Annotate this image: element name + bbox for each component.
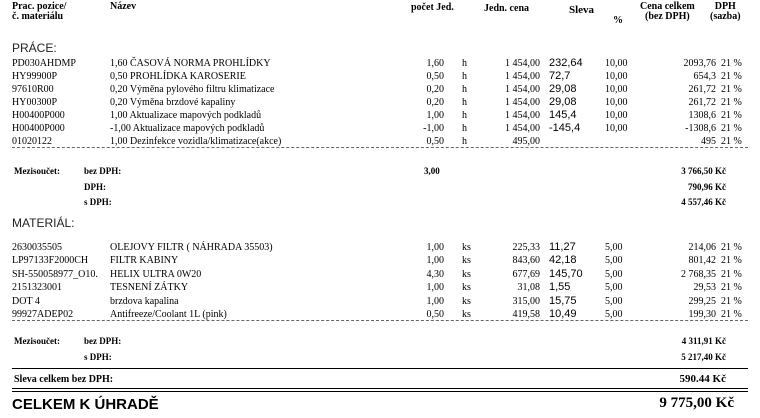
cell-code: 97610R00 <box>12 84 54 95</box>
row-divider <box>12 147 748 148</box>
cell-discount: 145,4 <box>549 109 577 121</box>
labor-subtotal-label: Mezisoučet: <box>14 166 60 176</box>
cell-total: 199,30 <box>688 309 716 320</box>
cell-discount: 1,55 <box>549 281 571 294</box>
cell-unit: h <box>462 84 467 95</box>
cell-pct: 10,00 <box>605 71 628 82</box>
grand-total <box>659 395 734 412</box>
cell-unit: h <box>462 136 467 147</box>
labor-vat-label: DPH: <box>84 182 106 192</box>
currency: Kč <box>715 352 726 362</box>
header-qty: počet Jed. <box>411 2 454 13</box>
material-with-vat <box>681 352 726 362</box>
cell-code: 2630035505 <box>12 242 62 253</box>
cell-pct: 5,00 <box>605 282 623 294</box>
cell-discount: 145,70 <box>549 267 583 280</box>
cell-pct: 5,00 <box>605 255 623 267</box>
header-vat-line2: (sazba) <box>710 11 741 22</box>
labor-without-vat-label: bez DPH: <box>84 166 122 176</box>
section-title-labor: PRÁCE: <box>12 41 57 55</box>
cell-qty: 1,00 <box>426 255 444 267</box>
cell-total: 261,72 <box>688 84 716 95</box>
currency: Kč <box>715 166 726 176</box>
header-vat-line1: DPH <box>714 1 736 12</box>
labor-with-vat <box>681 197 726 207</box>
labor-with-vat-label: s DPH: <box>84 197 112 207</box>
cell-unit: h <box>462 110 467 121</box>
cell-price: 31,08 <box>517 282 540 294</box>
discount-total-label: Sleva celkem bez DPH: <box>14 374 114 385</box>
cell-vat: 21 % <box>721 282 742 294</box>
cell-discount: 42,18 <box>549 254 577 267</box>
cell-qty: 0,50 <box>426 309 444 320</box>
cell-total: 801,42 <box>688 255 716 267</box>
cell-code: 99927ADEP02 <box>12 309 74 320</box>
cell-code: H00400P000 <box>12 123 65 134</box>
cell-unit: ks <box>462 242 471 253</box>
table-row <box>0 254 760 267</box>
currency: Kč <box>712 373 726 385</box>
labor-without-vat-value: 3 766,50 <box>681 166 713 176</box>
cell-price: 1 454,00 <box>505 71 540 82</box>
cell-pct: 10,00 <box>605 97 628 108</box>
cell-vat: 21 % <box>721 110 742 121</box>
labor-with-vat-value: 4 557,46 <box>681 197 713 207</box>
row-divider <box>12 320 748 321</box>
cell-total: -1308,6 <box>685 123 716 134</box>
cell-pct: 10,00 <box>605 58 628 69</box>
currency: Kč <box>715 182 726 192</box>
cell-code: DOT 4 <box>12 295 40 307</box>
cell-pct: 5,00 <box>605 242 623 253</box>
cell-code: SH-550058977_O10. <box>12 268 98 280</box>
cell-name: 1,00 Aktualizace mapových podkladů <box>110 110 262 121</box>
cell-code: 2151323001 <box>12 282 62 294</box>
cell-total: 2093,76 <box>683 58 716 69</box>
table-row <box>0 295 760 308</box>
cell-total: 654,3 <box>693 71 716 82</box>
material-without-vat <box>682 336 726 346</box>
cell-code: LP97133F2000CH <box>12 255 89 267</box>
cell-unit: ks <box>462 282 471 294</box>
cell-code: H00400P000 <box>12 110 65 121</box>
cell-pct: 5,00 <box>605 309 623 320</box>
cell-qty: 0,50 <box>426 136 444 147</box>
header-code-line1: Prac. pozice/ <box>12 1 67 12</box>
cell-price: 677,69 <box>512 268 540 280</box>
cell-qty: 1,00 <box>426 282 444 294</box>
discount-total <box>680 373 726 385</box>
cell-vat: 21 % <box>721 268 742 280</box>
header-code <box>12 2 66 22</box>
table-row <box>0 281 760 294</box>
cell-unit: h <box>462 58 467 69</box>
cell-code: PD030AHDMP <box>12 58 76 69</box>
cell-discount: 10,49 <box>549 308 577 320</box>
cell-price: 1 454,00 <box>505 97 540 108</box>
cell-price: 315,00 <box>512 295 540 307</box>
cell-total: 214,06 <box>688 242 716 253</box>
cell-total: 261,72 <box>688 97 716 108</box>
header-discount: Sleva <box>569 4 595 16</box>
cell-vat: 21 % <box>721 123 742 134</box>
material-with-vat-value: 5 217,40 <box>681 352 713 362</box>
cell-vat: 21 % <box>721 84 742 95</box>
cell-name: OLEJOVY FILTR ( NÁHRADA 35503) <box>110 242 273 253</box>
cell-unit: h <box>462 123 467 134</box>
cell-qty: 0,50 <box>426 71 444 82</box>
cell-price: 843,60 <box>512 255 540 267</box>
header-percent: % <box>613 15 623 26</box>
cell-vat: 21 % <box>721 255 742 267</box>
cell-vat: 21 % <box>721 309 742 320</box>
cell-name: -1,00 Aktualizace mapových podkladů <box>110 123 265 134</box>
table-row <box>0 122 760 135</box>
cell-unit: h <box>462 97 467 108</box>
cell-pct: 10,00 <box>605 123 628 134</box>
cell-pct: 5,00 <box>605 268 623 280</box>
grand-total-label: CELKEM K ÚHRADĚ <box>12 396 159 413</box>
cell-discount: 72,7 <box>549 70 571 82</box>
cell-discount: 15,75 <box>549 294 577 307</box>
cell-vat: 21 % <box>721 71 742 82</box>
cell-name: FILTR KABINY <box>110 255 179 267</box>
table-row <box>0 109 760 122</box>
grand-total-value: 9 775,00 <box>659 395 712 411</box>
cell-qty: 0,20 <box>426 84 444 95</box>
cell-vat: 21 % <box>721 136 742 147</box>
cell-total: 2 768,35 <box>681 268 716 280</box>
cell-name: Antifreeze/Coolant 1L (pink) <box>110 309 227 320</box>
cell-pct: 10,00 <box>605 84 628 95</box>
cell-unit: ks <box>462 309 471 320</box>
cell-price: 1 454,00 <box>505 58 540 69</box>
cell-qty: 1,00 <box>426 242 444 253</box>
material-without-vat-label: bez DPH: <box>84 336 122 346</box>
section-title-material: MATERIÁL: <box>12 216 75 230</box>
cell-qty: 1,00 <box>426 110 444 121</box>
cell-discount: 29,08 <box>549 96 577 108</box>
cell-total: 299,25 <box>688 295 716 307</box>
header-vat <box>710 2 741 22</box>
cell-name: TESNENÍ ZÁTKY <box>110 282 189 294</box>
labor-vat-value: 790,96 <box>688 182 713 192</box>
cell-name: brzdova kapalina <box>110 295 179 307</box>
cell-qty: 0,20 <box>426 97 444 108</box>
cell-price: 225,33 <box>512 242 540 253</box>
header-total <box>640 2 695 22</box>
material-without-vat-value: 4 311,91 <box>681 336 713 346</box>
cell-discount: 29,08 <box>549 83 577 95</box>
cell-pct: 10,00 <box>605 110 628 121</box>
cell-unit: ks <box>462 268 471 280</box>
header-total-line1: Cena celkem <box>640 1 695 12</box>
divider <box>12 391 748 392</box>
cell-code: 01020122 <box>12 136 52 147</box>
cell-price: 419,58 <box>512 309 540 320</box>
cell-vat: 21 % <box>721 242 742 253</box>
cell-code: HY99900P <box>12 71 58 82</box>
cell-name: 0,20 Výměna pylového filtru klimatizace <box>110 84 275 95</box>
cell-price: 1 454,00 <box>505 123 540 134</box>
header-total-line2: (bez DPH) <box>645 11 690 22</box>
cell-total: 495 <box>701 136 716 147</box>
cell-vat: 21 % <box>721 97 742 108</box>
cell-code: HY00300P <box>12 97 58 108</box>
cell-qty: -1,00 <box>423 123 444 134</box>
labor-qty-total: 3,00 <box>424 166 440 176</box>
cell-vat: 21 % <box>721 295 742 307</box>
cell-unit: h <box>462 71 467 82</box>
discount-total-value: 590.44 <box>679 373 710 385</box>
cell-vat: 21 % <box>721 58 742 69</box>
table-row <box>0 241 760 254</box>
table-row <box>0 70 760 83</box>
cell-name: 1,00 Dezinfekce vozidla/klimatizace(akce) <box>110 136 282 147</box>
cell-pct: 5,00 <box>605 295 623 307</box>
cell-price: 1 454,00 <box>505 84 540 95</box>
cell-unit: ks <box>462 255 471 267</box>
divider <box>12 388 748 389</box>
table-row <box>0 96 760 109</box>
divider <box>12 368 748 369</box>
cell-unit: ks <box>462 295 471 307</box>
cell-name: 0,20 Výměna brzdové kapaliny <box>110 97 236 108</box>
material-with-vat-label: s DPH: <box>84 352 112 362</box>
cell-price: 1 454,00 <box>505 110 540 121</box>
cell-name: HELIX ULTRA 0W20 <box>110 268 202 280</box>
table-row <box>0 83 760 96</box>
cell-discount: -145,4 <box>549 122 581 134</box>
header-name: Název <box>110 1 137 12</box>
header-code-line2: č. materiálu <box>12 11 64 22</box>
currency: Kč <box>715 197 726 207</box>
labor-vat <box>688 182 726 192</box>
currency: Kč <box>715 395 734 411</box>
cell-price: 495,00 <box>512 136 540 147</box>
cell-qty: 4,30 <box>426 268 444 280</box>
cell-name: 0,50 PROHLÍDKA KAROSERIE <box>110 71 246 82</box>
currency: Kč <box>715 336 726 346</box>
table-row <box>0 57 760 70</box>
labor-without-vat <box>681 166 726 176</box>
header-price: Jedn. cena <box>484 3 529 14</box>
cell-discount: 232,64 <box>549 57 583 69</box>
material-subtotal-label: Mezisoučet: <box>14 336 60 346</box>
cell-discount: 11,27 <box>549 241 576 253</box>
cell-name: 1,60 ČASOVÁ NORMA PROHLÍDKY <box>110 58 271 69</box>
cell-total: 29,53 <box>693 282 716 294</box>
cell-qty: 1,00 <box>426 295 444 307</box>
table-row <box>0 268 760 281</box>
cell-total: 1308,6 <box>688 110 716 121</box>
cell-qty: 1,60 <box>426 58 444 69</box>
